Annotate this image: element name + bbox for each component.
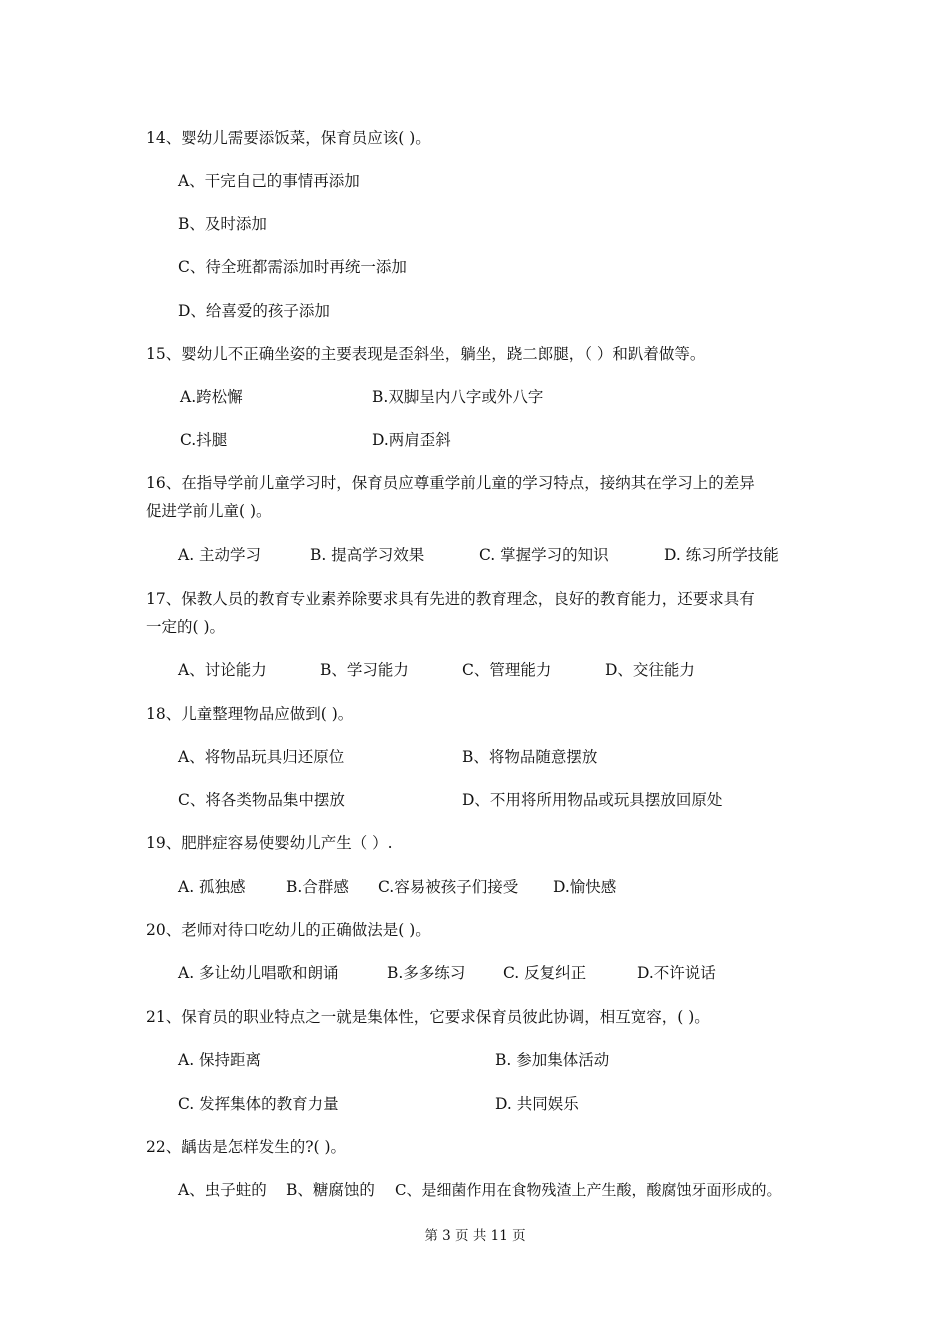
question-18: 18、儿童整理物品应做到( )。 bbox=[146, 705, 354, 723]
option-20-c: C. 反复纠正 bbox=[503, 964, 587, 982]
option-15-a: A.跨松懈 bbox=[180, 388, 243, 406]
option-21-a: A. 保持距离 bbox=[178, 1051, 262, 1069]
option-15-b: B.双脚呈内八字或外八字 bbox=[372, 388, 544, 406]
option-21-d: D. 共同娱乐 bbox=[495, 1095, 579, 1113]
option-17-b: B、学习能力 bbox=[320, 661, 409, 679]
question-19: 19、肥胖症容易使婴幼儿产生（ ）. bbox=[146, 834, 393, 852]
option-14-d: D、给喜爱的孩子添加 bbox=[178, 302, 330, 320]
question-22: 22、龋齿是怎样发生的?( )。 bbox=[146, 1138, 347, 1156]
option-20-a: A. 多让幼儿唱歌和朗诵 bbox=[178, 964, 339, 982]
option-22-c: C、是细菌作用在食物残渣上产生酸，酸腐蚀牙面形成的。 bbox=[395, 1181, 782, 1199]
option-16-a: A. 主动学习 bbox=[178, 546, 262, 564]
option-14-b: B、及时添加 bbox=[178, 215, 267, 233]
option-19-c: C.容易被孩子们接受 bbox=[378, 878, 519, 896]
question-21: 21、保育员的职业特点之一就是集体性，它要求保育员彼此协调，相互宽容，( )。 bbox=[146, 1008, 710, 1026]
option-16-d: D. 练习所学技能 bbox=[664, 546, 779, 564]
option-19-b: B.合群感 bbox=[286, 878, 349, 896]
option-22-b: B、糖腐蚀的 bbox=[286, 1181, 375, 1199]
question-20: 20、老师对待口吃幼儿的正确做法是( )。 bbox=[146, 921, 431, 939]
option-18-d: D、不用将所用物品或玩具摆放回原处 bbox=[462, 791, 723, 809]
option-20-b: B.多多练习 bbox=[387, 964, 466, 982]
option-14-c: C、待全班都需添加时再统一添加 bbox=[178, 258, 407, 276]
question-16: 16、在指导学前儿童学习时，保育员应尊重学前儿童的学习特点，接纳其在学习上的差异 bbox=[146, 474, 755, 492]
option-14-a: A、干完自己的事情再添加 bbox=[178, 172, 360, 190]
option-15-c: C.抖腿 bbox=[180, 431, 228, 449]
option-21-c: C. 发挥集体的教育力量 bbox=[178, 1095, 339, 1113]
option-20-d: D.不许说话 bbox=[637, 964, 716, 982]
question-16-cont: 促进学前儿童( )。 bbox=[146, 502, 272, 520]
option-16-b: B. 提高学习效果 bbox=[310, 546, 425, 564]
option-18-b: B、将物品随意摆放 bbox=[462, 748, 598, 766]
option-16-c: C. 掌握学习的知识 bbox=[479, 546, 609, 564]
option-18-a: A、将物品玩具归还原位 bbox=[178, 748, 345, 766]
question-17-cont: 一定的( )。 bbox=[146, 618, 226, 636]
question-15: 15、婴幼儿不正确坐姿的主要表现是歪斜坐，躺坐，跷二郎腿，（ ）和趴着做等。 bbox=[146, 345, 706, 363]
page-number: 第 3 页 共 11 页 bbox=[424, 1228, 526, 1244]
option-17-d: D、交往能力 bbox=[605, 661, 695, 679]
option-19-d: D.愉快感 bbox=[553, 878, 617, 896]
option-18-c: C、将各类物品集中摆放 bbox=[178, 791, 345, 809]
option-15-d: D.两肩歪斜 bbox=[372, 431, 451, 449]
question-17: 17、保教人员的教育专业素养除要求具有先进的教育理念，良好的教育能力，还要求具有 bbox=[146, 590, 755, 608]
option-17-a: A、讨论能力 bbox=[178, 661, 267, 679]
option-17-c: C、管理能力 bbox=[462, 661, 552, 679]
option-19-a: A. 孤独感 bbox=[178, 878, 246, 896]
option-21-b: B. 参加集体活动 bbox=[495, 1051, 610, 1069]
question-14: 14、婴幼儿需要添饭菜，保育员应该( )。 bbox=[146, 129, 431, 147]
option-22-a: A、虫子蛀的 bbox=[178, 1181, 267, 1199]
